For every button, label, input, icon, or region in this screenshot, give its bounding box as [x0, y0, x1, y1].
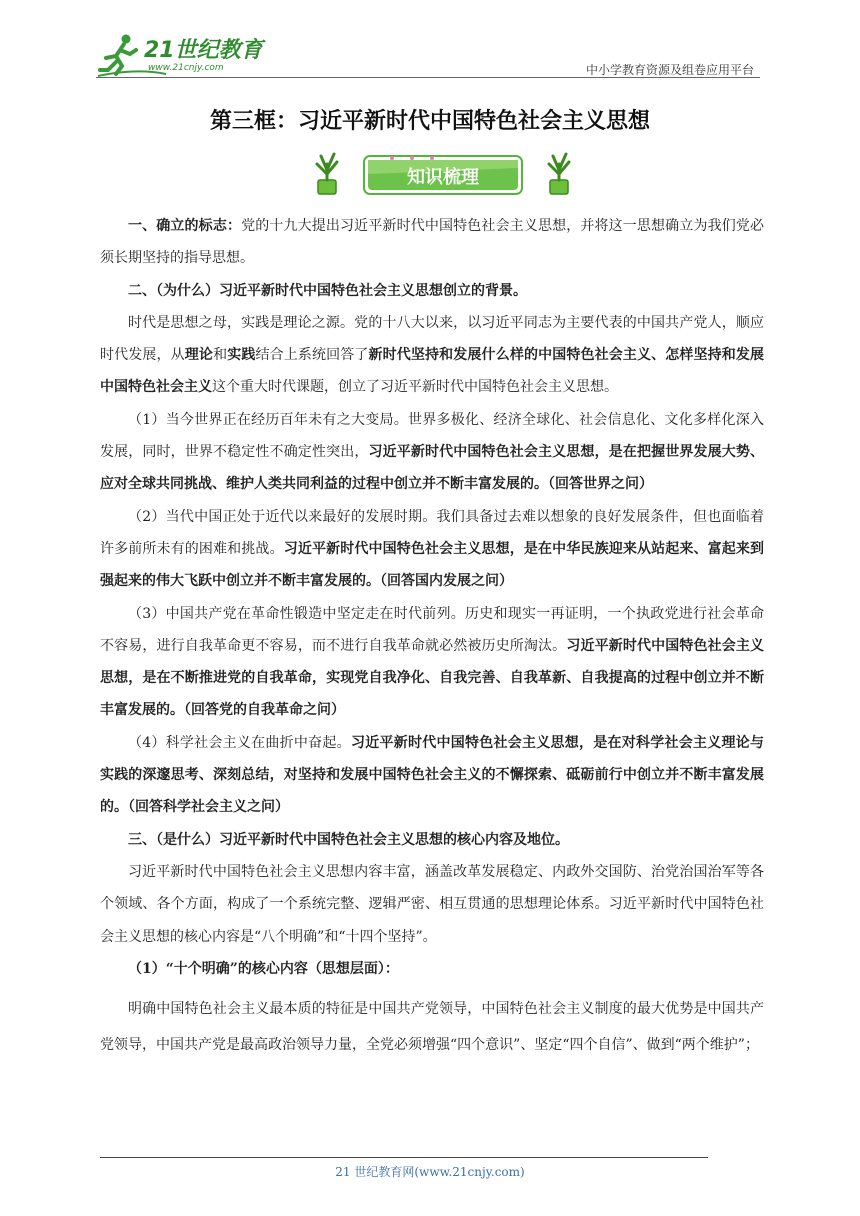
- section-2-heading: 二、（为什么）习近平新时代中国特色社会主义思想创立的背景。: [128, 282, 527, 299]
- section-2-intro: 时代是思想之母，实践是理论之源。党的十八大以来，以习近平同志为主要代表的中国共产党人，顺应时代发展，从理论和实践结合上系统回答了新时代坚持和发展什么样的中国特色社会主义、怎样坚持和发展中国特色社会主义这个重大时代课题，创立了习近平新时代中国特色社会主义思想。: [100, 314, 765, 396]
- document-body: [100, 210, 764, 1063]
- section-2-point-1: （1）当今世界正在经历百年未有之大变局。世界多极化、经济全球化、社会信息化、文化多样化深入发展，同时，世界不稳定性不确定性突出，习近平新时代中国特色社会主义思想，是在把握世界发展大势、应对全球共同挑战、维护人类共同利益的过程中创立并不断丰富发展的。（回答世界之问）: [100, 411, 765, 493]
- section-1-label: 一、确立的标志：: [128, 218, 242, 234]
- banner-label: 知识梳理: [407, 167, 479, 188]
- plant-icon: [549, 154, 569, 194]
- section-2-point-3: （3）中国共产党在革命性锻造中坚定走在时代前列。历史和现实一再证明，一个执政党进行社会革命不容易，进行自我革命更不容易，而不进行自我革命就必然被历史所淘汰。习近平新时代中国特色社会主义思想，是在不断推进党的自我革命，实现党自我净化、自我完善、自我革新、自我提高的过程中创立并不断丰富发展的。（回答党的自我革命之问）: [100, 605, 765, 719]
- section-3-intro: 习近平新时代中国特色社会主义思想内容丰富，涵盖改革发展稳定、内政外交国防、治党治国治军等各个领域、各个方面，构成了一个系统完整、逻辑严密、相互贯通的思想理论体系。习近平新时代中国特色社会主义思想的核心内容是“八个明确”和“十四个坚持”。: [100, 863, 764, 945]
- plant-icon: [317, 154, 337, 194]
- footer-text: 21 世纪教育网(www.21cnjy.com): [335, 1165, 525, 1179]
- logo-url: www.21cnjy.com: [148, 63, 224, 73]
- header-divider: [96, 77, 760, 78]
- section-3-point-1: 明确中国特色社会主义最本质的特征是中国共产党领导，中国特色社会主义制度的最大优势是中国共产党领导，中国共产党是最高政治领导力量，全党必须增强“四个意识”、坚定“四个自信”、做到“两个维护”；: [100, 1001, 764, 1054]
- page-header: [96, 30, 760, 80]
- footer-divider: [100, 1157, 708, 1158]
- section-2-point-2: （2）当代中国正处于近代以来最好的发展时期。我们具备过去难以想象的良好发展条件，但也面临着许多前所未有的困难和挑战。习近平新时代中国特色社会主义思想，是在中华民族迎来从站起来、富起来到强起来的伟大飞跃中创立并不断丰富发展的。（回答国内发展之问）: [100, 508, 765, 590]
- knowledge-banner: [312, 150, 578, 198]
- banner-box: [364, 156, 522, 194]
- section-1-text: 党的十九大提出习近平新时代中国特色社会主义思想，并将这一思想确立为我们党必须长期坚持的指导思想。: [100, 218, 765, 267]
- section-3-heading: 三、（是什么）习近平新时代中国特色社会主义思想的核心内容及地位。: [128, 831, 569, 848]
- platform-name: 中小学教育资源及组卷应用平台: [585, 63, 754, 77]
- logo-text: 21世纪教育: [144, 38, 263, 63]
- section-2-point-4: （4）科学社会主义在曲折中奋起。习近平新时代中国特色社会主义思想，是在对科学社会主义理论与实践的深邃思考、深刻总结，对坚持和发展中国特色社会主义的不懈探索、砥砺前行中创立并不断丰富发展的。（回答科学社会主义之问）: [100, 734, 764, 816]
- section-3-subheading: （1）“十个明确”的核心内容（思想层面）：: [128, 960, 399, 977]
- site-logo: [96, 30, 266, 78]
- section-1: [100, 210, 764, 275]
- page-title: 第三框：习近平新时代中国特色社会主义思想: [209, 109, 650, 134]
